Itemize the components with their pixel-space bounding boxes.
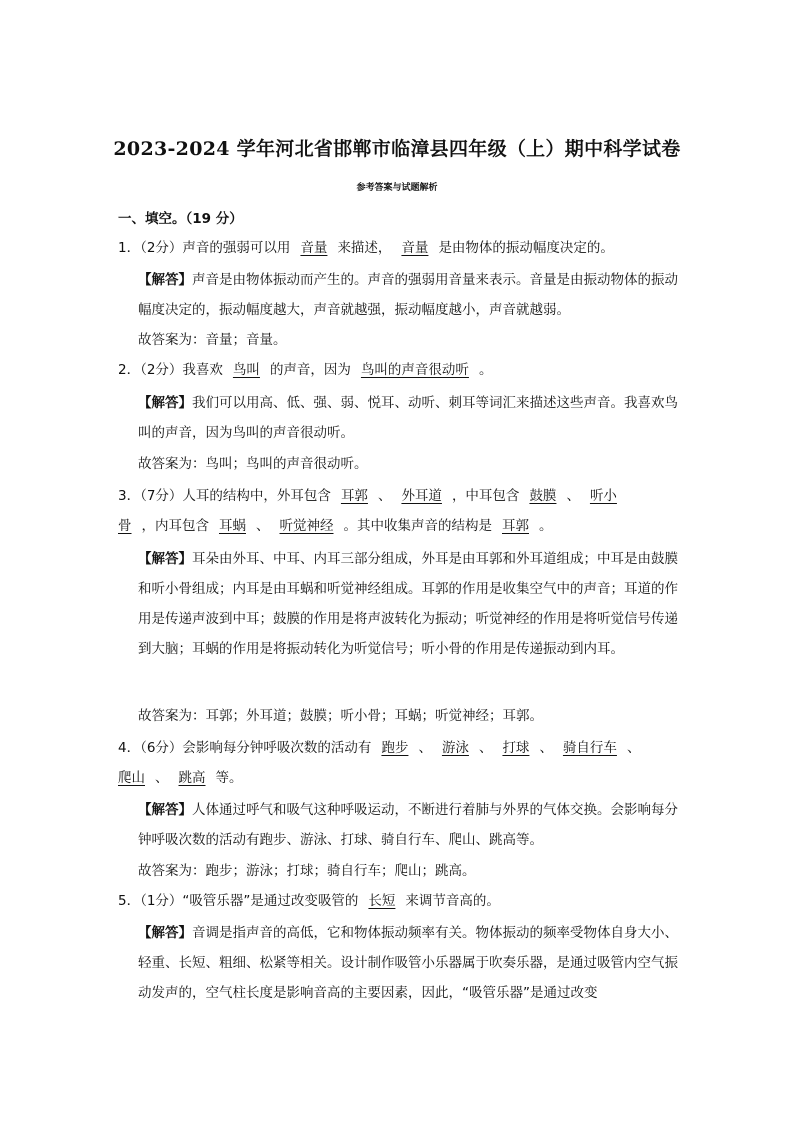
question-2 — [118, 355, 678, 385]
answer-blank: 鼓膜 — [529, 488, 557, 504]
explanation-text: 人体通过呼气和吸气这种呼吸运动，不断进行着肺与外界的气体交换。会影响每分钟呼吸次数的活动有跑步、游泳、打球、骑自行车、爬山、跳高等。 — [138, 802, 678, 848]
answer-blank: 音量 — [401, 240, 429, 256]
question-text: ，内耳包含 — [141, 518, 209, 534]
separator: 、 — [256, 518, 270, 534]
explanation-tag: 【解答】 — [138, 395, 192, 411]
question-text: 来调节音高的。 — [405, 893, 500, 909]
answer-blank: 耳郭 — [502, 518, 529, 534]
explanation-2 — [138, 388, 678, 448]
question-4 — [118, 733, 678, 793]
answer-2: 故答案为：鸟叫；鸟叫的声音很动听。 — [138, 456, 368, 472]
answer-blank: 鸟叫 — [232, 362, 260, 378]
question-text: 3．（7分）人耳的结构中，外耳包含 — [118, 488, 331, 504]
explanation-1 — [138, 265, 678, 325]
answer-blank: 鸟叫的声音很动听 — [360, 362, 469, 378]
question-1 — [118, 233, 678, 263]
answer-blank: 爬山 — [118, 770, 145, 786]
question-text: 4．（6分）会影响每分钟呼吸次数的活动有 — [118, 740, 372, 756]
separator: 、 — [478, 740, 493, 756]
explanation-5 — [138, 918, 678, 1008]
answer-blank: 耳郭 — [340, 488, 368, 504]
question-text: ，中耳包含 — [451, 488, 520, 504]
answer-4: 故答案为：跑步；游泳；打球；骑自行车；爬山；跳高。 — [138, 863, 476, 879]
question-text: 。 — [539, 518, 553, 534]
answer-blank: 听小 — [589, 488, 617, 504]
separator: 、 — [377, 488, 392, 504]
page-subtitle: 参考答案与试题解析 — [356, 183, 438, 193]
answer-3: 故答案为：耳郭；外耳道；鼓膜；听小骨；耳蜗；听觉神经；耳郭。 — [138, 708, 543, 724]
explanation-4 — [138, 795, 678, 855]
question-text: 等。 — [215, 770, 243, 786]
answer-blank: 骑自行车 — [562, 740, 617, 756]
answer-blank: 骨 — [118, 518, 132, 534]
answer-blank: 听觉神经 — [279, 518, 334, 534]
question-text: 5．（1分）“吸管乐器”是通过改变吸管的 — [118, 893, 359, 909]
question-5 — [118, 886, 678, 916]
question-text: 来描述， — [337, 240, 392, 256]
question-text: 是由物体的振动幅度决定的。 — [438, 240, 614, 256]
question-text: 的声音，因为 — [269, 362, 351, 378]
answer-blank: 跑步 — [381, 740, 409, 756]
question-3 — [118, 481, 678, 541]
question-text: 1．（2分）声音的强弱可以用 — [118, 240, 291, 256]
separator: 、 — [539, 740, 553, 756]
question-text: 2．（2分）我喜欢 — [118, 362, 223, 378]
separator: 、 — [626, 740, 641, 756]
separator: 、 — [566, 488, 580, 504]
answer-blank: 音量 — [300, 240, 328, 256]
separator: 、 — [155, 770, 169, 786]
explanation-text: 音调是指声音的高低，它和物体振动频率有关。物体振动的频率受物体自身大小、轻重、长短、粗细、松紧等相关。设计制作吸管小乐器属于吹奏乐器，是通过吸管内空气振动发声的，空气柱长度是影响音高的主要因素，因此，“吸管乐器”是通过改变 — [138, 925, 678, 1001]
answer-blank: 游泳 — [441, 740, 469, 756]
section-heading: 一、填空。（19 分） — [118, 211, 243, 227]
page-title: 2023-2024 学年河北省邯郸市临漳县四年级（上）期中科学试卷 — [113, 138, 681, 160]
explanation-text: 耳朵由外耳、中耳、内耳三部分组成，外耳是由耳郭和外耳道组成；中耳是由鼓膜和听小骨组成；内耳是由耳蜗和听觉神经组成。耳郭的作用是收集空气中的声音；耳道的作用是传递声波到中耳；鼓膜的作用是将声波转化为振动；听觉神经的作用是将听觉信号传递到大脑；耳蜗的作用是将振动转化为听觉信号；听小骨的作用是传递振动到内耳。 — [138, 551, 678, 657]
explanation-tag: 【解答】 — [138, 925, 192, 941]
question-text: 。 — [478, 362, 493, 378]
answer-blank: 耳蜗 — [219, 518, 246, 534]
explanation-tag: 【解答】 — [138, 272, 192, 288]
question-text: 。其中收集声音的结构是 — [343, 518, 492, 534]
explanation-text: 我们可以用高、低、强、弱、悦耳、动听、刺耳等词汇来描述这些声音。我喜欢鸟叫的声音，因为鸟叫的声音很动听。 — [138, 395, 678, 441]
separator: 、 — [418, 740, 432, 756]
answer-1: 故答案为：音量；音量。 — [138, 332, 287, 348]
explanation-text: 声音是由物体振动而产生的。声音的强弱用音量来表示。音量是由振动物体的振动幅度决定的，振动幅度越大，声音就越强，振动幅度越小，声音就越弱。 — [138, 272, 678, 318]
answer-blank: 跳高 — [178, 770, 206, 786]
explanation-tag: 【解答】 — [138, 802, 192, 818]
explanation-3 — [138, 544, 678, 664]
explanation-tag: 【解答】 — [138, 551, 192, 567]
answer-blank: 打球 — [502, 740, 530, 756]
answer-blank: 外耳道 — [401, 488, 442, 504]
answer-blank: 长短 — [368, 893, 396, 909]
